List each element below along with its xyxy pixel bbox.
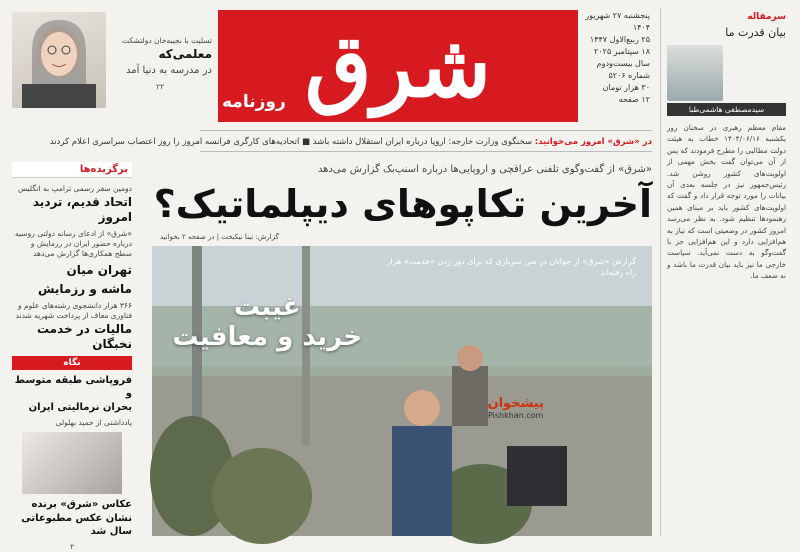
watermark-text: پیشخوان	[487, 396, 544, 411]
editorial-column	[660, 8, 792, 536]
author-photo	[667, 45, 723, 101]
teaser-page: ۲۲	[155, 82, 165, 91]
photo-title-2: خرید و معافیت	[172, 322, 362, 352]
main-credit: گزارش: تینا نیکبخت | در صفحه ۲ بخوانید	[160, 233, 279, 241]
main-photo-illustration	[152, 246, 652, 536]
date-line: سال بیست‌ودوم	[596, 59, 650, 68]
left-column-header: برگزیده‌ها	[12, 162, 132, 178]
teacher-portrait	[12, 12, 106, 108]
editorial-title[interactable]: بیان قدرت ما	[725, 26, 786, 39]
masthead-logo-text: شرق	[304, 16, 492, 117]
ribbon-lead: در «شرق» امروز می‌خوانید:	[534, 137, 652, 147]
editorial-label: سرمقاله	[747, 12, 786, 22]
item3-title[interactable]: مالیات در خدمت نخبگان	[36, 322, 132, 351]
item1-desc: «شرق» از ادعای رسانه دولتی روسیه درباره حضور ایران در رزمایش و سطح همکاری‌ها گزارش می‌دهد	[15, 229, 132, 258]
portrait-illustration	[12, 12, 106, 108]
item5-title-2[interactable]: نشان عکس مطبوعاتی سال شد	[21, 513, 132, 537]
item3-desc: ۳۶۶ هزار دانشجوی رشته‌های علوم و فناوری معاف از پرداخت شهریه شدند	[15, 301, 132, 320]
item5-page: ۲	[69, 542, 75, 551]
date-line: ۱۲ صفحه	[618, 95, 650, 104]
date-line: شماره ۵۲۰۶	[608, 71, 650, 80]
item1-kicker: دومین سفر رسمی ترامپ به انگلیس	[17, 184, 132, 193]
photographer-photo	[22, 432, 122, 494]
item4-author: یادداشتی از حمید بهلولی	[55, 418, 132, 427]
top-teaser[interactable]	[8, 8, 212, 112]
look-badge: نگاه	[12, 356, 132, 370]
left-column	[8, 160, 136, 551]
date-line: ۲۵ ربیع‌الاول ۱۴۴۷	[589, 35, 650, 44]
item4-title-1[interactable]: فروپاشی طبقه متوسط و	[14, 375, 132, 399]
date-line: پنجشنبه ۲۷ شهریور ۱۴۰۴	[585, 11, 650, 32]
author-name: سیدمصطفی هاشمی‌طبا	[667, 103, 786, 116]
photo-title-1: غیبت	[233, 292, 301, 322]
pishkhan-watermark	[488, 396, 545, 420]
teaser-text	[108, 36, 212, 92]
masthead	[218, 10, 578, 122]
main-headline[interactable]: آخرین تکاپوهای دیپلماتیک؟	[153, 182, 652, 226]
date-line: ۳۰ هزار تومان	[602, 83, 650, 92]
watermark-url: Pishkhan.com	[488, 411, 544, 420]
masthead-prefix: روزنامه	[222, 92, 286, 112]
main-photo[interactable]	[152, 246, 652, 536]
teaser-title-2: در مدرسه به دنیا آمد	[125, 65, 212, 76]
item4-title-2[interactable]: بحران نرمالیتی ایران	[28, 402, 132, 413]
item1-title[interactable]: اتحاد قدیم، تردید امروز	[32, 195, 132, 224]
masthead-logo	[248, 16, 548, 117]
item5-title-1[interactable]: عکاس «شرق» برنده	[31, 499, 132, 510]
teaser-title-1: معلمی‌که	[158, 47, 212, 61]
item2-title-1[interactable]: تهران میان	[66, 263, 132, 277]
photo-caption: گزارش «شرق» از جوانان در سن سربازی که برای دور زدن «خدمت» هزار راه رفته‌اند	[386, 257, 636, 277]
main-kicker: «شرق» از گفت‌وگوی تلفنی عراقچی و اروپایی‌ها درباره اسنپ‌بک گزارش می‌دهد	[317, 164, 652, 175]
teaser-kicker: تسلیت با نجیبه‌خان دولتشکت	[121, 36, 212, 45]
item2-title-2[interactable]: ماشه و رزمایش	[37, 282, 132, 296]
date-line: ۱۸ سپتامبر ۲۰۲۵	[594, 47, 650, 56]
photo-title	[172, 292, 362, 352]
today-ribbon	[49, 130, 652, 152]
date-lines	[584, 10, 650, 106]
editorial-body: مقام معظم رهبری در سخنان روز یکشنبه ۱۴۰۴/۰۶/۱۶ خطاب به هیئت دولت مطالبی را مطرح فرمودند که پس از آن می‌توان گفت بخش مهمی از اولویت‌های کشور روشن شد. رئیس‌جمهور نیز در جلسه بعدی آن بیانات را مورد توجه قرار داد و گفت که اولویت‌های کشور باید بر مبنای همین رهنمودها تنظیم شود. به نظر می‌رسد امروز کشور در وضعیتی است که نیاز به هم‌افزایی دارد و این هم‌افزایی جز با گفت‌وگو به دست نمی‌آید. سیاست خارجی ما نیز باید بیان قدرت ما باشد و نه ضعف ما.	[667, 123, 786, 281]
ribbon-items[interactable]: سخنگوی وزارت خارجه: اروپا درباره ایران استقلال داشته باشد ■ اتحادیه‌های کارگری فرانسه امروز را روز اعتصاب سراسری اعلام کردند	[49, 137, 533, 147]
